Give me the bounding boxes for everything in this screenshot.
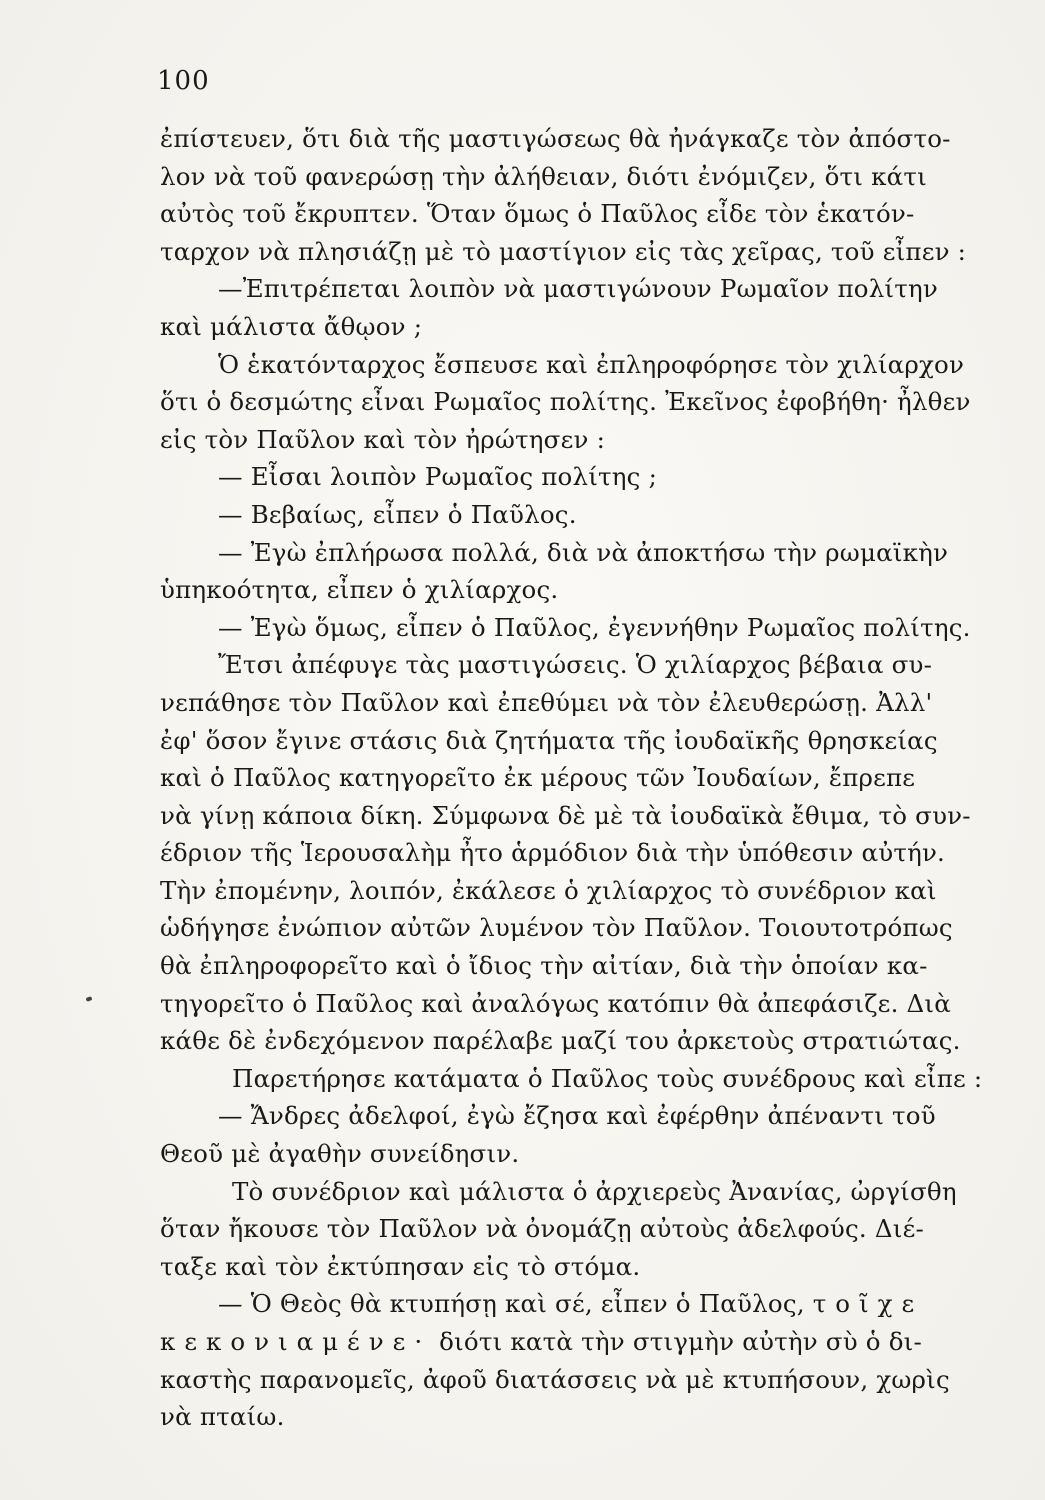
- text-line-part: διότι κατὰ τὴν στιγμὴν αὐτὴν σὺ ὁ δι-: [439, 1327, 922, 1356]
- text-line-mixed: [160, 1285, 1020, 1323]
- text-line: νεπάθησε τὸν Παῦλον καὶ ἐπεθύμει νὰ τὸν ἐλευθερώσῃ. Ἀλλ': [160, 687, 933, 717]
- body-text: [160, 120, 1020, 1436]
- text-line: ὅτι ὁ δεσμώτης εἶναι Ρωμαῖος πολίτης. Ἐκεῖνος ἐφοβήθη· ἦλθεν: [160, 387, 971, 417]
- text-line: έδριον τῆς Ἱερουσαλὴμ ἦτο ἁρμόδιον διὰ τὴν ὑπόθεσιν αὐτήν.: [160, 838, 946, 868]
- text-line: Ὁ ἑκατόνταρχος ἔσπευσε καὶ ἐπληροφόρησε τὸν χιλίαρχον: [218, 349, 965, 379]
- text-line: ὡδήγησε ἐνώπιον αὐτῶν λυμένον τὸν Παῦλον. Τοιουτοτρόπως: [160, 913, 953, 943]
- text-line: λον νὰ τοῦ φανερώσῃ τὴν ἀλήθειαν, διότι ἐνόμιζεν, ὅτι κάτι: [160, 161, 927, 191]
- text-line: Θεοῦ μὲ ἀγαθὴν συνείδησιν.: [160, 1139, 520, 1169]
- text-line: Τὸ συνέδριον καὶ μάλιστα ὁ ἀρχιερεὺς Ἀνανίας, ὠργίσθη: [232, 1176, 957, 1206]
- text-line: αὐτὸς τοῦ ἔκρυπτεν. Ὅταν ὅμως ὁ Παῦλος εἶδε τὸν ἑκατόν-: [160, 199, 915, 229]
- page-number: 100: [157, 66, 210, 96]
- text-line: — Ἐγὼ ὅμως, εἶπεν ὁ Παῦλος, ἐγεννήθην Ρωμαῖος πολίτης.: [218, 612, 971, 642]
- text-line: Ἔτσι ἀπέφυγε τὰς μαστιγώσεις. Ὁ χιλίαρχος βέβαια συ-: [218, 650, 933, 680]
- text-line: — Ἐγὼ ἐπλήρωσα πολλά, διὰ νὰ ἀποκτήσω τὴν ρωμαϊκὴν: [218, 537, 949, 567]
- text-line: —Ἐπιτρέπεται λοιπὸν νὰ μαστιγώνουν Ρωμαῖον πολίτην: [218, 274, 938, 304]
- emphasized-word: τοῖχε: [812, 1289, 924, 1319]
- text-line: ταρχον νὰ πλησιάζῃ μὲ τὸ μαστίγιον εἰς τὰς χεῖρας, τοῦ εἶπεν :: [160, 236, 967, 266]
- text-line: κάθε δὲ ἐνδεχόμενον παρέλαβε μαζί του ἀρκετοὺς στρατιώτας.: [160, 1026, 961, 1056]
- text-line: ἐφ' ὅσον ἔγινε στάσις διὰ ζητήματα τῆς ἰουδαϊκῆς θρησκείας: [160, 725, 938, 755]
- text-line: — Βεβαίως, εἶπεν ὁ Παῦλος.: [218, 499, 577, 529]
- ink-speck: [85, 996, 92, 1002]
- text-line: — Ἄνδρες ἀδελφοί, ἐγὼ ἔζησα καὶ ἐφέρθην ἀπέναντι τοῦ: [218, 1101, 936, 1131]
- text-line: εἰς τὸν Παῦλον καὶ τὸν ἠρώτησεν :: [160, 424, 606, 454]
- text-line: τηγορεῖτο ὁ Παῦλος καὶ ἀναλόγως κατόπιν θὰ ἀπεφάσιζε. Διὰ: [160, 988, 951, 1018]
- text-line: Τὴν ἐπομένην, λοιπόν, ἐκάλεσε ὁ χιλίαρχος τὸ συνέδριον καὶ: [160, 875, 937, 905]
- text-line: Παρετήρησε κατάματα ὁ Παῦλος τοὺς συνέδρους καὶ εἶπε :: [232, 1063, 983, 1093]
- emphasized-word: κεκονιαμένε·: [160, 1327, 432, 1356]
- text-line: ταξε καὶ τὸν ἐκτύπησαν εἰς τὸ στόμα.: [160, 1251, 641, 1281]
- text-line: — Εἶσαι λοιπὸν Ρωμαῖος πολίτης ;: [218, 462, 658, 492]
- text-line: ὑπηκοότητα, εἶπεν ὁ χιλίαρχος.: [160, 575, 559, 605]
- text-line: νὰ πταίω.: [160, 1402, 285, 1432]
- text-line: καὶ μάλιστα ἄθῳον ;: [160, 311, 423, 341]
- text-line-mixed: [160, 1323, 1020, 1361]
- text-line: νὰ γίνῃ κάποια δίκη. Σύμφωνα δὲ μὲ τὰ ἰουδαϊκὰ ἔθιμα, τὸ συν-: [160, 800, 971, 830]
- text-line-part: — Ὁ Θεὸς θὰ κτυπήσῃ καὶ σέ, εἶπεν ὁ Παῦλος,: [218, 1289, 805, 1319]
- text-line: θὰ ἐπληροφορεῖτο καὶ ὁ ἴδιος τὴν αἰτίαν, διὰ τὴν ὁποίαν κα-: [160, 951, 928, 981]
- text-line: ὅταν ἤκουσε τὸν Παῦλον νὰ ὀνομάζῃ αὐτοὺς ἀδελφούς. Διέ-: [160, 1214, 924, 1244]
- text-line: καστὴς παρανομεῖς, ἀφοῦ διατάσσεις νὰ μὲ κτυπήσουν, χωρὶς: [160, 1364, 950, 1394]
- text-line: ἐπίστευεν, ὅτι διὰ τῆς μαστιγώσεως θὰ ἠνάγκαζε τὸν ἀπόστο-: [160, 124, 951, 153]
- text-line: καὶ ὁ Παῦλος κατηγορεῖτο ἐκ μέρους τῶν Ἰουδαίων, ἔπρεπε: [160, 763, 916, 793]
